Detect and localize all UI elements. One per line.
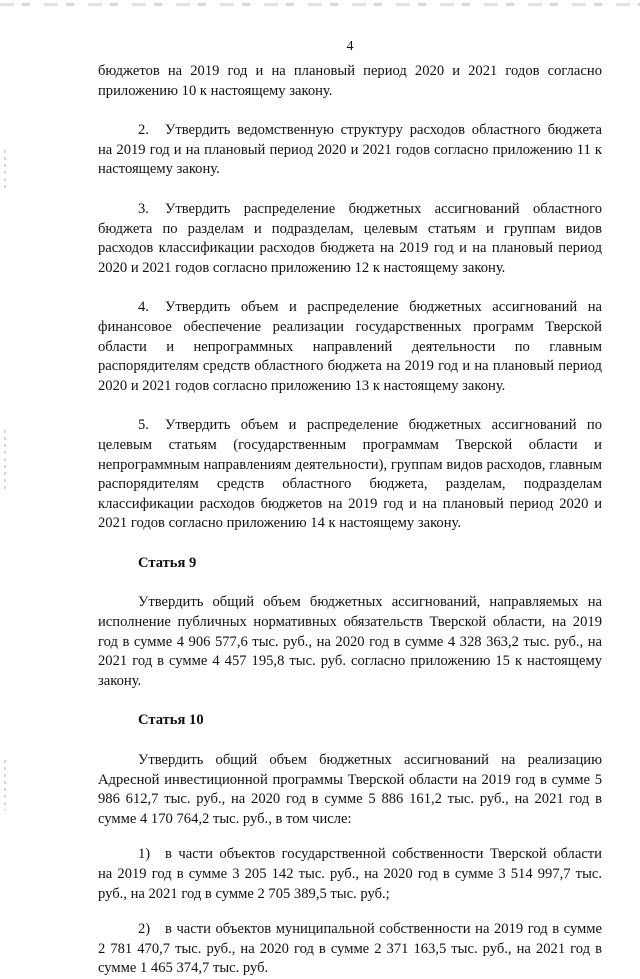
article-10-heading: Статья 10 [138, 712, 204, 729]
paragraph-item-5 [98, 416, 602, 534]
article-10-text: Утвердить общий объем бюджетных ассигнований на реализацию Адресной инвестиционной программы Тверской области на 2019 год в сумме 5 986 612,7 тыс. руб., на 2020 год в сумме 5 886 161,2 тыс. руб., на 2021 год в сумме 4 170 764,2 тыс. руб., в том числе: [98, 752, 602, 827]
item-text: Утвердить объем и распределение бюджетных ассигнований на финансовое обеспечение реализации государственных программ Тверской области и непрограммных направлений деятельности по главным распорядителям средств областного бюджета на 2019 год и на плановый период 2020 и 2021 годов согласно приложению 13 к настоящему закону. [98, 299, 602, 394]
intro-paragraph: бюджетов на 2019 год и на плановый период 2020 и 2021 годов согласно приложению 10 к настоящему закону. [98, 63, 602, 99]
paragraph-item-4 [98, 298, 602, 396]
item-text: Утвердить объем и распределение бюджетных ассигнований по целевым статьям (государственным программам Тверской области и непрограммным направлениям деятельности), группам видов расходов, главным распорядителям средств областного бюджета, разделам, подразделам классификации расходов бюджетов на 2019 год и на плановый период 2020 и 2021 годов согласно приложению 14 к настоящему закону. [98, 417, 602, 532]
item-text: в части объектов муниципальной собственности на 2019 год в сумме 2 781 470,7 тыс. руб., на 2020 год в сумме 2 371 163,5 тыс. руб., на 2021 год в сумме 1 465 374,7 тыс. руб. [98, 921, 602, 977]
item-number: 3. [138, 200, 149, 217]
item-number: 2) [138, 921, 151, 938]
scan-artifact-margin [4, 760, 6, 810]
scan-artifact-margin [4, 150, 6, 190]
article-10-item-2 [98, 920, 602, 979]
paragraph-item-3 [98, 200, 602, 278]
page-number: 4 [346, 39, 354, 54]
item-number: 4. [138, 299, 149, 316]
document-page [98, 38, 602, 979]
item-number: 1) [138, 846, 151, 863]
article-10-item-1 [98, 845, 602, 904]
item-text: в части объектов государственной собственности Тверской области на 2019 год в сумме 3 205 142 тыс. руб., на 2020 год в сумме 3 514 997,7 тыс. руб., на 2021 год в сумме 2 705 389,5 тыс. руб.; [98, 846, 602, 902]
article-9-text: Утвердить общий объем бюджетных ассигнований, направляемых на исполнение публичных нормативных обязательств Тверской области, на 2019 год в сумме 4 906 577,6 тыс. руб., на 2020 год в сумме 4 328 363,2 тыс. руб., на 2021 год в сумме 4 457 195,8 тыс. руб. согласно приложению 15 к настоящему закону. [98, 594, 602, 689]
scan-artifact-top [0, 3, 640, 6]
item-text: Утвердить распределение бюджетных ассигнований областного бюджета по разделам и подразделам, целевым статьям и группам видов расходов классификации расходов бюджета на 2019 год и на плановый период 2020 и 2021 годов согласно приложению 12 к настоящему закону. [98, 200, 602, 276]
article-9-heading: Статья 9 [138, 554, 197, 571]
scan-artifact-margin [4, 430, 6, 490]
item-number: 5. [138, 417, 149, 434]
paragraph-item-2 [98, 121, 602, 180]
item-text: Утвердить ведомственную структуру расходов областного бюджета на 2019 год и на плановый период 2020 и 2021 годов согласно приложению 11 к настоящему закону. [98, 122, 602, 178]
item-number: 2. [138, 122, 149, 139]
